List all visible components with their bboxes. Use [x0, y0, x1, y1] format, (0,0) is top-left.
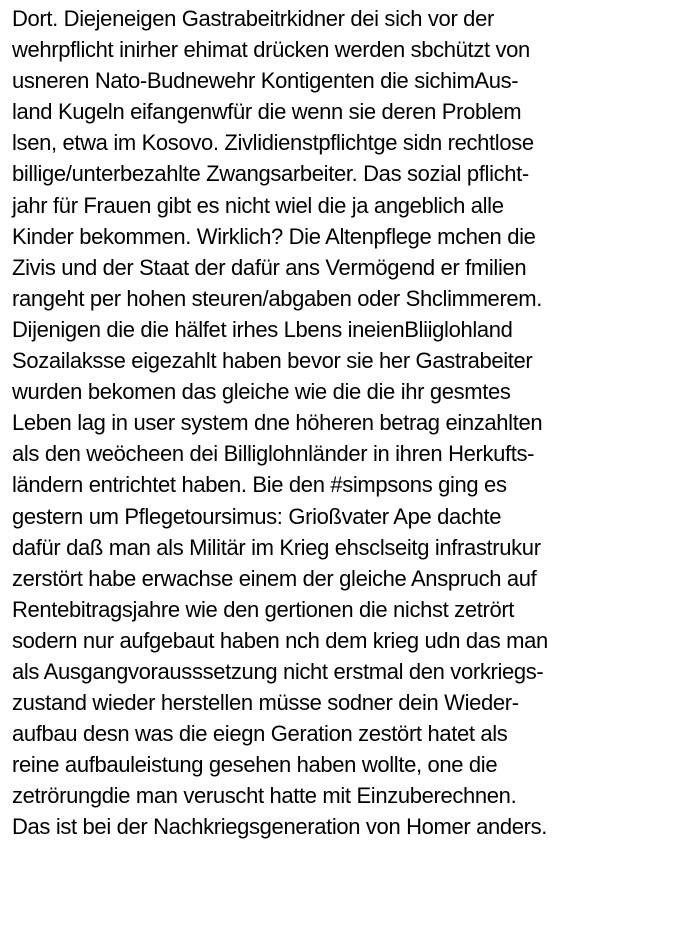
text-line: wehrpflicht inirher ehimat drücken werden sbchützt von	[12, 37, 530, 63]
text-line: Leben lag in user system dne höheren betrag einzahlten	[12, 410, 543, 436]
text-line: gestern um Pflegetoursimus: Grioßvater Ape dachte	[12, 503, 502, 529]
text-line: Kinder bekommen. Wirklich? Die Altenpflege mchen die	[12, 223, 536, 249]
text-line: usneren Nato-Budnewehr Kontigenten die sichimAus-	[12, 68, 519, 94]
text-line: wurden bekomen das gleiche wie die die ihr gesmtes	[12, 379, 511, 405]
text-line: Dijenigen die die hälfet irhes Lbens ineienBliiglohland	[12, 316, 513, 342]
text-line: zustand wieder herstellen müsse sodner dein Wieder-	[12, 690, 519, 716]
text-line: als Ausgangvorausssetzung nicht erstmal den vorkriegs-	[12, 658, 544, 684]
text-line: ländern entrichtet haben. Bie den #simpsons ging es	[12, 472, 507, 498]
text-line: aufbau desn was die eiegn Geration zestört hatet als	[12, 721, 508, 747]
text-line: Das ist bei der Nachkriegsgeneration von Homer anders.	[12, 814, 548, 840]
text-line: sodern nur aufgebaut haben nch dem krieg udn das man	[12, 627, 548, 653]
body-text	[12, 3, 680, 843]
text-line: reine aufbauleistung gesehen haben wollte, one die	[12, 752, 498, 778]
text-line: billige/unterbezahlte Zwangsarbeiter. Das sozial pflicht-	[12, 161, 529, 187]
text-line: land Kugeln eifangenwfür die wenn sie deren Problem	[12, 99, 522, 125]
text-line: lsen, etwa im Kosovo. Zivlidienstpflichtge sidn rechtlose	[12, 130, 534, 156]
text-line: zetrörungdie man veruscht hatte mit Einzuberechnen.	[12, 783, 517, 809]
text-line: Rentebitragsjahre wie den gertionen die nichst zetrört	[12, 596, 515, 622]
text-line: rangeht per hohen steuren/abgaben oder Shclimmerem.	[12, 285, 543, 311]
text-line: Dort. Diejeneigen Gastrabeitrkidner dei sich vor der	[12, 6, 494, 31]
text-line: zerstört habe erwachse einem der gleiche Anspruch auf	[12, 565, 537, 591]
text-line: dafür daß man als Militär im Krieg ehsclseitg infrastrukur	[12, 534, 541, 560]
text-line: Sozailaksse eigezahlt haben bevor sie her Gastrabeiter	[12, 348, 533, 374]
text-line: Zivis und der Staat der dafür ans Vermögend er fmilien	[12, 254, 527, 280]
text-line: als den weöcheen dei Billiglohnländer in ihren Herkufts-	[12, 441, 535, 467]
text-line: jahr für Frauen gibt es nicht wiel die ja angeblich alle	[12, 192, 504, 218]
